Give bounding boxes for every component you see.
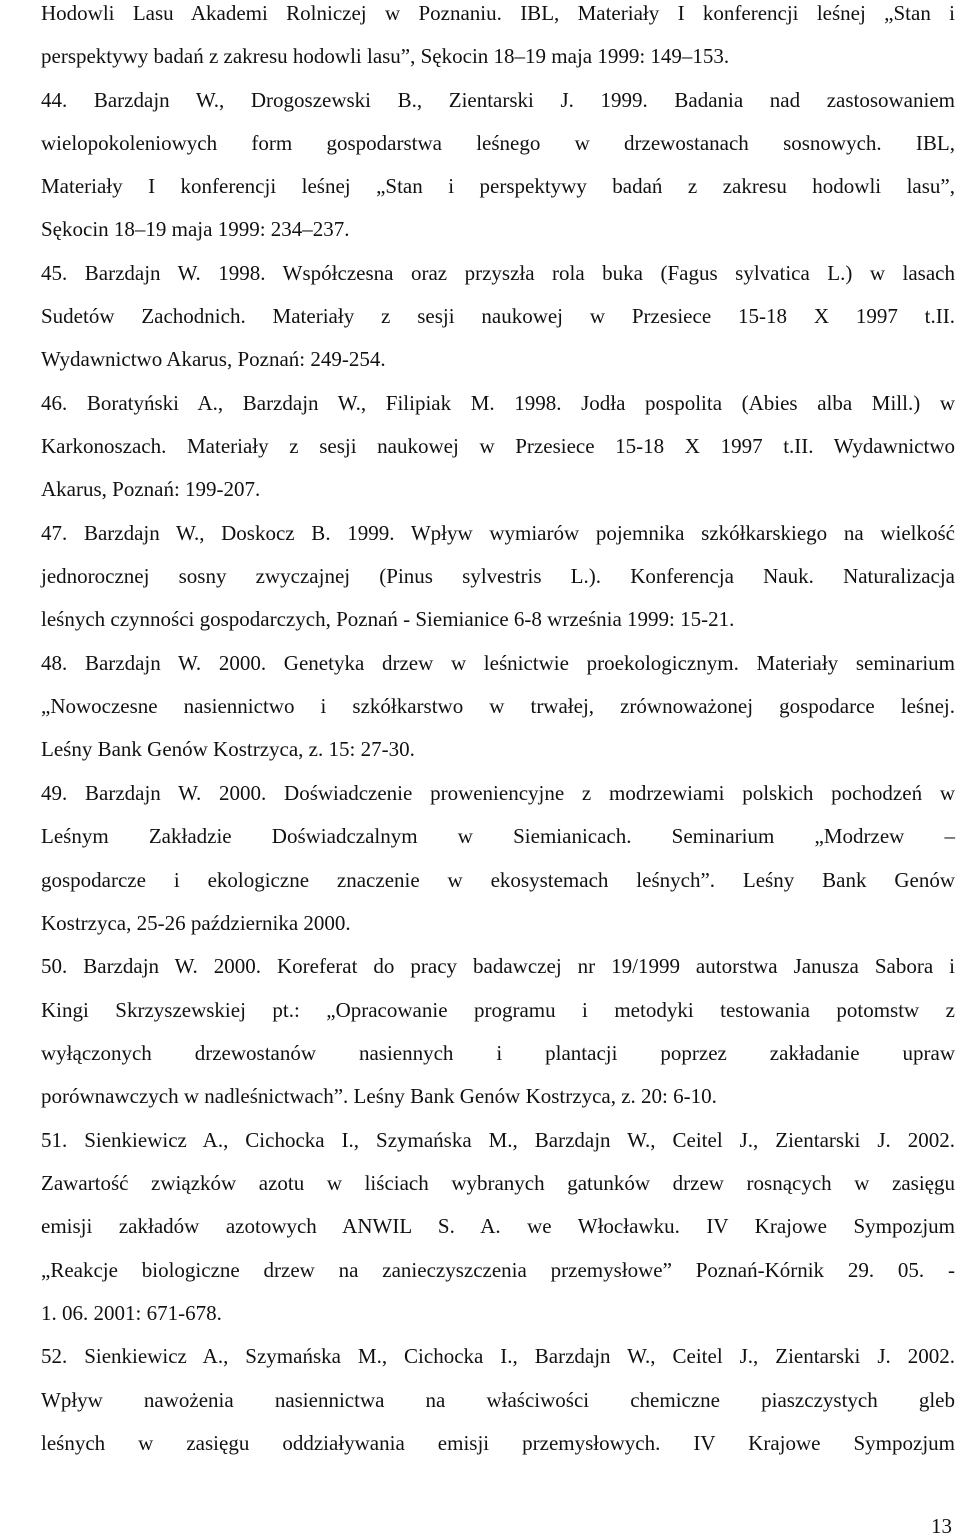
reference-line: Kostrzyca, 25-26 października 2000. <box>41 911 351 935</box>
reference-line: „Nowoczesne nasiennictwo i szkółkarstwo w trwałej, zrównoważonej gospodarce leśnej. <box>41 694 955 718</box>
reference-line: Akarus, Poznań: 199-207. <box>41 477 261 501</box>
reference-line: wielopokoleniowych form gospodarstwa leśnego w drzewostanach sosnowych. IBL, <box>41 131 955 155</box>
reference-entry-45: 45. Barzdajn W. 1998. Współczesna oraz przyszła rola buka (Fagus sylvatica L.) w lasach <box>41 261 955 285</box>
reference-entry-48: 48. Barzdajn W. 2000. Genetyka drzew w leśnictwie proekologicznym. Materiały seminarium <box>41 651 955 675</box>
reference-line: porównawczych w nadleśnictwach”. Leśny Bank Genów Kostrzyca, z. 20: 6-10. <box>41 1084 717 1108</box>
reference-line: 1. 06. 2001: 671-678. <box>41 1301 222 1325</box>
reference-line: Zawartość związków azotu w liściach wybranych gatunków drzew rosnących w zasięgu <box>41 1171 955 1195</box>
reference-line: Wydawnictwo Akarus, Poznań: 249-254. <box>41 347 386 371</box>
reference-line: Sudetów Zachodnich. Materiały z sesji naukowej w Przesiece 15-18 X 1997 t.II. <box>41 304 955 328</box>
reference-line: Sękocin 18–19 maja 1999: 234–237. <box>41 217 350 241</box>
reference-entry-44: 44. Barzdajn W., Drogoszewski B., Zientarski J. 1999. Badania nad zastosowaniem <box>41 88 955 112</box>
reference-line: Karkonoszach. Materiały z sesji naukowej w Przesiece 15-18 X 1997 t.II. Wydawnictwo <box>41 434 955 458</box>
reference-entry-49: 49. Barzdajn W. 2000. Doświadczenie proweniencyjne z modrzewiami polskich pochodzeń w <box>41 781 955 805</box>
reference-line: „Reakcje biologiczne drzew na zanieczyszczenia przemysłowe” Poznań-Kórnik 29. 05. - <box>41 1258 955 1282</box>
reference-entry-51: 51. Sienkiewicz A., Cichocka I., Szymańska M., Barzdajn W., Ceitel J., Zientarski J. 2002. <box>41 1128 955 1152</box>
reference-line: gospodarcze i ekologiczne znaczenie w ekosystemach leśnych”. Leśny Bank Genów <box>41 868 955 892</box>
reference-line: Materiały I konferencji leśnej „Stan i perspektywy badań z zakresu hodowli lasu”, <box>41 174 955 198</box>
reference-line: wyłączonych drzewostanów nasiennych i plantacji poprzez zakładanie upraw <box>41 1041 955 1065</box>
reference-entry-47: 47. Barzdajn W., Doskocz B. 1999. Wpływ wymiarów pojemnika szkółkarskiego na wielkość <box>41 521 955 545</box>
reference-line: Hodowli Lasu Akademi Rolniczej w Poznaniu. IBL, Materiały I konferencji leśnej „Stan i <box>41 1 955 25</box>
reference-line: jednorocznej sosny zwyczajnej (Pinus sylvestris L.). Konferencja Nauk. Naturalizacja <box>41 564 955 588</box>
reference-entry-50: 50. Barzdajn W. 2000. Koreferat do pracy badawczej nr 19/1999 autorstwa Janusza Sabora i <box>41 954 955 978</box>
reference-line: Leśny Bank Genów Kostrzyca, z. 15: 27-30. <box>41 737 415 761</box>
reference-entry-52: 52. Sienkiewicz A., Szymańska M., Cichocka I., Barzdajn W., Ceitel J., Zientarski J. 2002. <box>41 1344 955 1368</box>
reference-line: Leśnym Zakładzie Doświadczalnym w Siemianicach. Seminarium „Modrzew – <box>41 824 955 848</box>
reference-line: emisji zakładów azotowych ANWIL S. A. we Włocławku. IV Krajowe Sympozjum <box>41 1214 955 1238</box>
reference-line: perspektywy badań z zakresu hodowli lasu”, Sękocin 18–19 maja 1999: 149–153. <box>41 44 730 68</box>
reference-entry-46: 46. Boratyński A., Barzdajn W., Filipiak M. 1998. Jodła pospolita (Abies alba Mill.) w <box>41 391 955 415</box>
reference-line: leśnych czynności gospodarczych, Poznań - Siemianice 6-8 września 1999: 15-21. <box>41 607 735 631</box>
reference-line: leśnych w zasięgu oddziaływania emisji przemysłowych. IV Krajowe Sympozjum <box>41 1431 955 1455</box>
reference-line: Wpływ nawożenia nasiennictwa na właściwości chemiczne piaszczystych gleb <box>41 1388 955 1412</box>
page-number: 13 <box>931 1514 952 1538</box>
reference-line: Kingi Skrzyszewskiej pt.: „Opracowanie programu i metodyki testowania potomstw z <box>41 998 955 1022</box>
